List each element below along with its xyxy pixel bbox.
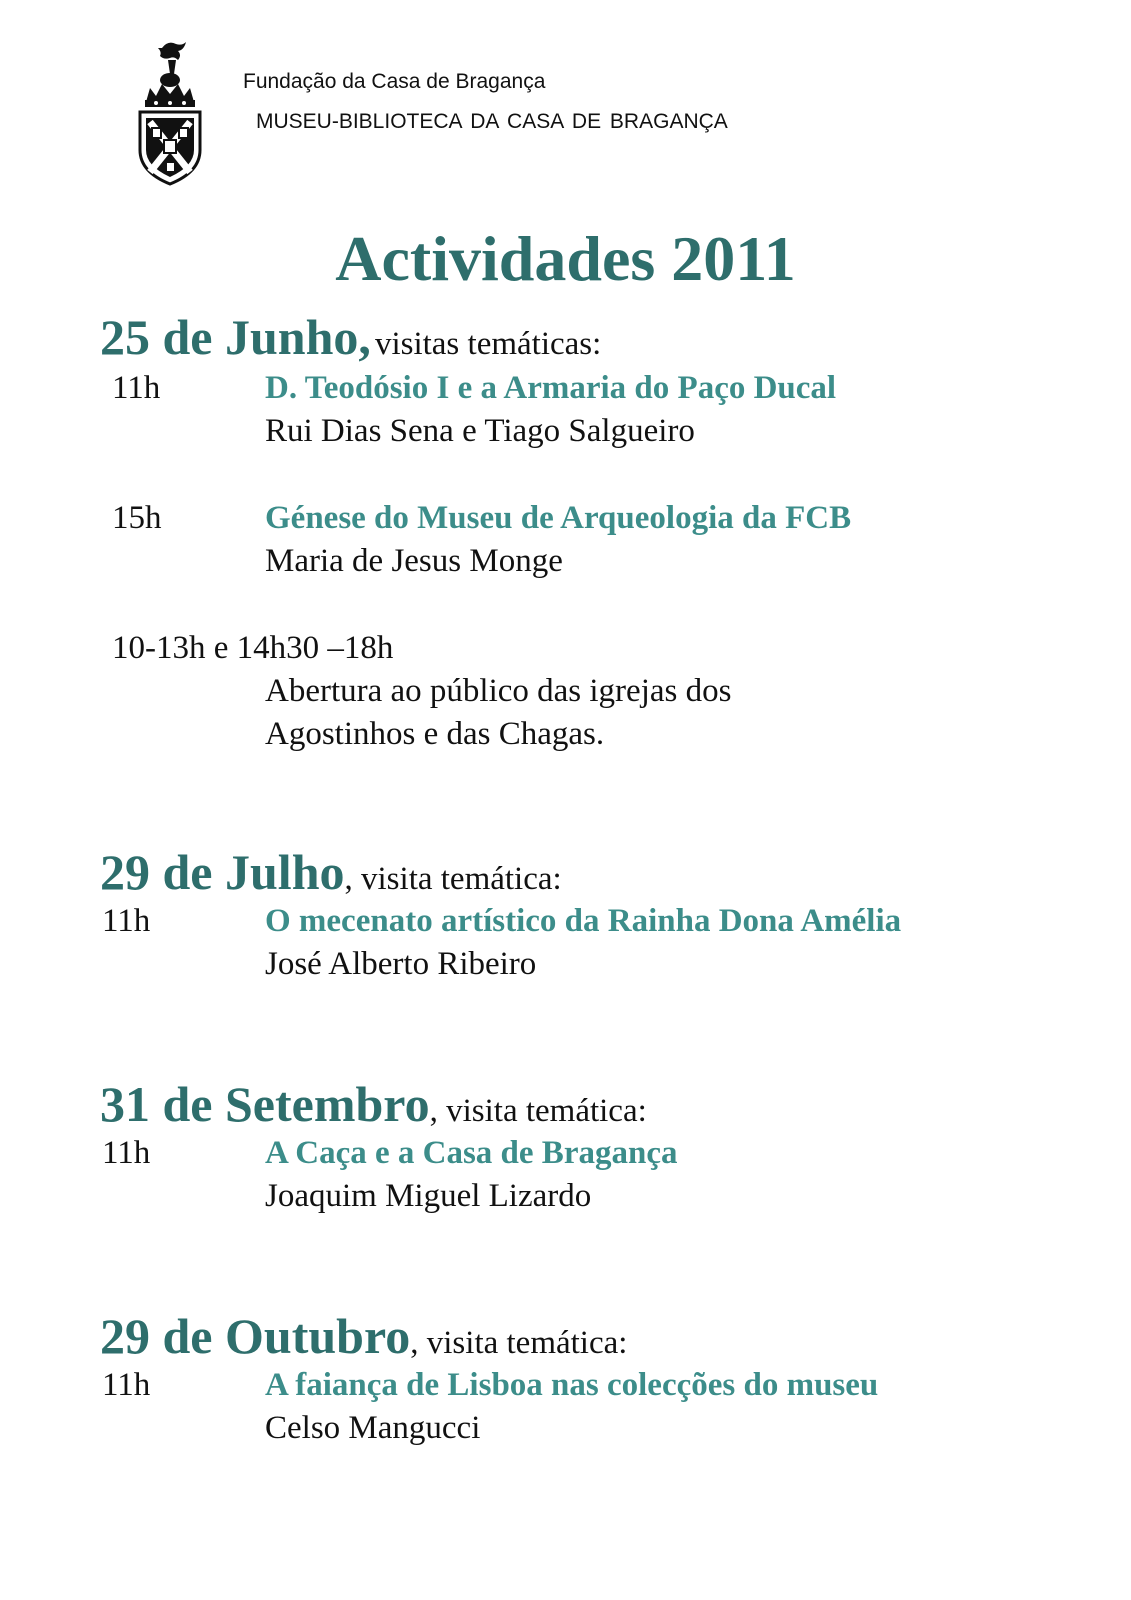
event-subtitle: , visita temática: [410,1325,628,1361]
event-subtitle: , visita temática: [429,1093,647,1129]
session-speaker: Maria de Jesus Monge [265,543,563,579]
event-date: 25 de Junho, [100,309,371,365]
event-heading-september [100,1075,647,1133]
event-date: 31 de Setembro [100,1076,430,1132]
session-speaker: Joaquim Miguel Lizardo [265,1178,592,1214]
session-time: 10-13h e 14h30 –18h [112,630,394,666]
session-description: Abertura ao público das igrejas dos [265,673,732,709]
coat-of-arms-icon [132,40,208,188]
session-title: D. Teodósio I e a Armaria do Paço Ducal [265,370,837,406]
session-time: 11h [102,1135,151,1171]
session-time: 11h [112,370,161,406]
event-heading-october [100,1307,627,1365]
session-time: 11h [102,903,151,939]
foundation-name: Fundação da Casa de Bragança [243,70,546,93]
session-time: 15h [112,500,162,536]
session-description: Agostinhos e das Chagas. [265,716,605,752]
session-title: A faiança de Lisboa nas colecções do museu [265,1367,879,1403]
session-time: 11h [102,1367,151,1403]
session-title: A Caça e a Casa de Bragança [265,1135,678,1171]
session-speaker: Rui Dias Sena e Tiago Salgueiro [265,413,695,449]
session-speaker: José Alberto Ribeiro [265,946,537,982]
event-heading-july [100,843,562,901]
event-subtitle: visitas temáticas: [374,326,602,362]
museum-name: MUSEU-BIBLIOTECA DA CASA DE BRAGANÇA [256,110,728,133]
page-title: Actividades 2011 [335,223,796,294]
event-date: 29 de Outubro [100,1308,411,1364]
session-speaker: Celso Mangucci [265,1410,481,1446]
event-date: 29 de Julho [100,844,345,900]
event-heading-june [100,308,601,366]
event-subtitle: , visita temática: [344,861,562,897]
session-title: Génese do Museu de Arqueologia da FCB [265,500,852,536]
session-title: O mecenato artístico da Rainha Dona Amélia [265,903,902,939]
